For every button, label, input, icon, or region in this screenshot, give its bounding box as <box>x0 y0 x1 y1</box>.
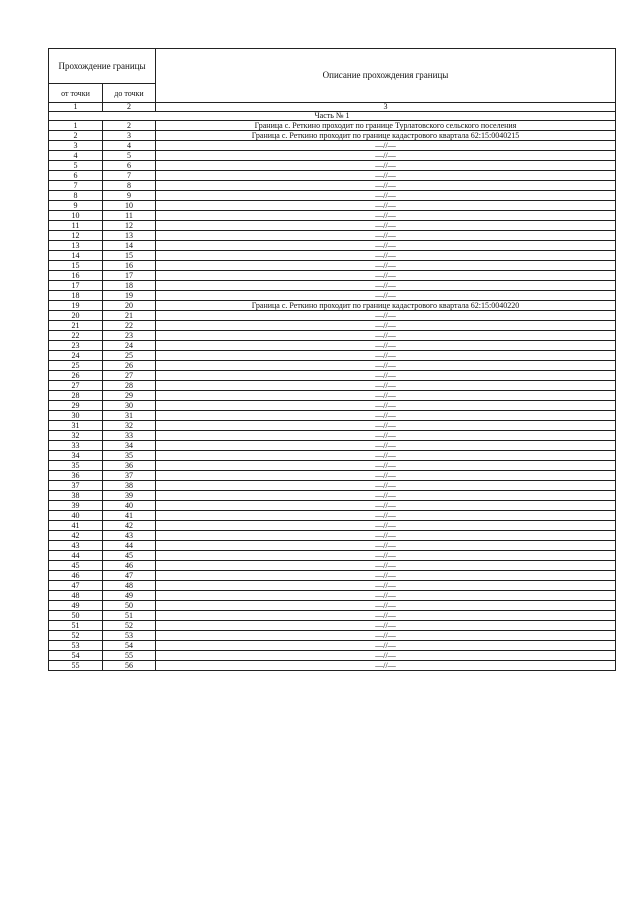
from-point-cell: 27 <box>49 381 103 391</box>
column-number: 3 <box>156 103 616 112</box>
from-point-cell: 46 <box>49 571 103 581</box>
to-point-cell: 26 <box>103 361 156 371</box>
description-cell: —//— <box>156 521 616 531</box>
to-point-cell: 19 <box>103 291 156 301</box>
description-cell: —//— <box>156 411 616 421</box>
table-row <box>49 411 616 421</box>
from-point-cell: 8 <box>49 191 103 201</box>
to-point-cell: 46 <box>103 561 156 571</box>
description-cell: —//— <box>156 151 616 161</box>
to-point-cell: 51 <box>103 611 156 621</box>
description-cell: —//— <box>156 181 616 191</box>
table-row <box>49 641 616 651</box>
description-cell: —//— <box>156 371 616 381</box>
table-row <box>49 161 616 171</box>
description-cell: —//— <box>156 511 616 521</box>
table-row <box>49 531 616 541</box>
table-row <box>49 141 616 151</box>
from-point-cell: 35 <box>49 461 103 471</box>
description-cell: —//— <box>156 361 616 371</box>
description-cell: —//— <box>156 471 616 481</box>
to-point-cell: 2 <box>103 121 156 131</box>
description-cell: —//— <box>156 231 616 241</box>
from-point-cell: 7 <box>49 181 103 191</box>
table-row <box>49 321 616 331</box>
table-row <box>49 371 616 381</box>
from-point-cell: 21 <box>49 321 103 331</box>
to-point-cell: 6 <box>103 161 156 171</box>
description-cell: —//— <box>156 401 616 411</box>
from-point-cell: 14 <box>49 251 103 261</box>
description-cell: —//— <box>156 331 616 341</box>
to-point-cell: 30 <box>103 401 156 411</box>
description-cell: —//— <box>156 351 616 361</box>
from-point-cell: 1 <box>49 121 103 131</box>
table-row <box>49 301 616 311</box>
description-cell: —//— <box>156 141 616 151</box>
from-point-cell: 38 <box>49 491 103 501</box>
from-point-cell: 34 <box>49 451 103 461</box>
to-point-cell: 14 <box>103 241 156 251</box>
description-cell: —//— <box>156 551 616 561</box>
table-row <box>49 181 616 191</box>
from-point-cell: 11 <box>49 221 103 231</box>
table-row <box>49 661 616 671</box>
table-row <box>49 261 616 271</box>
from-point-cell: 26 <box>49 371 103 381</box>
to-point-cell: 55 <box>103 651 156 661</box>
description-cell: —//— <box>156 661 616 671</box>
description-cell: —//— <box>156 291 616 301</box>
to-point-cell: 21 <box>103 311 156 321</box>
to-point-cell: 9 <box>103 191 156 201</box>
from-point-cell: 3 <box>49 141 103 151</box>
table-row <box>49 251 616 261</box>
to-point-cell: 49 <box>103 591 156 601</box>
from-point-cell: 49 <box>49 601 103 611</box>
description-cell: —//— <box>156 201 616 211</box>
table-row <box>49 611 616 621</box>
from-point-cell: 55 <box>49 661 103 671</box>
to-point-cell: 42 <box>103 521 156 531</box>
description-cell: —//— <box>156 321 616 331</box>
table-row <box>49 191 616 201</box>
description-cell: —//— <box>156 531 616 541</box>
table-row <box>49 631 616 641</box>
from-point-cell: 5 <box>49 161 103 171</box>
from-point-cell: 42 <box>49 531 103 541</box>
table-row <box>49 311 616 321</box>
from-point-cell: 30 <box>49 411 103 421</box>
table-row <box>49 171 616 181</box>
to-point-cell: 36 <box>103 461 156 471</box>
from-point-cell: 23 <box>49 341 103 351</box>
description-cell: —//— <box>156 491 616 501</box>
from-point-cell: 16 <box>49 271 103 281</box>
to-point-cell: 28 <box>103 381 156 391</box>
to-point-cell: 7 <box>103 171 156 181</box>
header-from-point: от точки <box>49 84 103 103</box>
from-point-cell: 6 <box>49 171 103 181</box>
from-point-cell: 39 <box>49 501 103 511</box>
to-point-cell: 3 <box>103 131 156 141</box>
from-point-cell: 52 <box>49 631 103 641</box>
table-row <box>49 621 616 631</box>
from-point-cell: 4 <box>49 151 103 161</box>
description-cell: —//— <box>156 271 616 281</box>
table-row <box>49 351 616 361</box>
table-row <box>49 231 616 241</box>
table-row <box>49 571 616 581</box>
table-row <box>49 491 616 501</box>
table-row <box>49 561 616 571</box>
from-point-cell: 31 <box>49 421 103 431</box>
description-cell: —//— <box>156 601 616 611</box>
from-point-cell: 18 <box>49 291 103 301</box>
description-cell: —//— <box>156 591 616 601</box>
description-cell: Граница с. Реткино проходит по границе кадастрового квартала 62:15:0040220 <box>156 301 616 311</box>
to-point-cell: 25 <box>103 351 156 361</box>
table-row <box>49 511 616 521</box>
to-point-cell: 27 <box>103 371 156 381</box>
table-row <box>49 461 616 471</box>
table-row <box>49 211 616 221</box>
boundary-table <box>48 48 616 671</box>
description-cell: —//— <box>156 461 616 471</box>
to-point-cell: 54 <box>103 641 156 651</box>
table-row <box>49 481 616 491</box>
from-point-cell: 37 <box>49 481 103 491</box>
to-point-cell: 56 <box>103 661 156 671</box>
from-point-cell: 15 <box>49 261 103 271</box>
description-cell: —//— <box>156 161 616 171</box>
to-point-cell: 29 <box>103 391 156 401</box>
table-row <box>49 651 616 661</box>
description-cell: —//— <box>156 611 616 621</box>
to-point-cell: 22 <box>103 321 156 331</box>
description-cell: —//— <box>156 631 616 641</box>
description-cell: —//— <box>156 481 616 491</box>
table-row <box>49 131 616 141</box>
description-cell: —//— <box>156 571 616 581</box>
description-cell: —//— <box>156 431 616 441</box>
description-cell: —//— <box>156 641 616 651</box>
from-point-cell: 45 <box>49 561 103 571</box>
to-point-cell: 48 <box>103 581 156 591</box>
description-cell: —//— <box>156 191 616 201</box>
to-point-cell: 11 <box>103 211 156 221</box>
from-point-cell: 54 <box>49 651 103 661</box>
from-point-cell: 2 <box>49 131 103 141</box>
description-cell: —//— <box>156 501 616 511</box>
to-point-cell: 52 <box>103 621 156 631</box>
to-point-cell: 53 <box>103 631 156 641</box>
from-point-cell: 22 <box>49 331 103 341</box>
from-point-cell: 25 <box>49 361 103 371</box>
table-row <box>49 501 616 511</box>
column-number: 2 <box>103 103 156 112</box>
table-row <box>49 541 616 551</box>
description-cell: —//— <box>156 381 616 391</box>
table-row <box>49 241 616 251</box>
table-row <box>49 341 616 351</box>
from-point-cell: 20 <box>49 311 103 321</box>
description-cell: Граница с. Реткино проходит по границе Турлатовского сельского поселения <box>156 121 616 131</box>
table-row <box>49 421 616 431</box>
from-point-cell: 43 <box>49 541 103 551</box>
from-point-cell: 24 <box>49 351 103 361</box>
from-point-cell: 50 <box>49 611 103 621</box>
description-cell: —//— <box>156 281 616 291</box>
header-boundary-passage: Прохождение границы <box>49 49 156 84</box>
description-cell: —//— <box>156 261 616 271</box>
table-row <box>49 551 616 561</box>
description-cell: —//— <box>156 621 616 631</box>
from-point-cell: 36 <box>49 471 103 481</box>
from-point-cell: 48 <box>49 591 103 601</box>
to-point-cell: 15 <box>103 251 156 261</box>
description-cell: —//— <box>156 251 616 261</box>
from-point-cell: 28 <box>49 391 103 401</box>
to-point-cell: 10 <box>103 201 156 211</box>
table-row <box>49 201 616 211</box>
from-point-cell: 44 <box>49 551 103 561</box>
to-point-cell: 24 <box>103 341 156 351</box>
table-row <box>49 381 616 391</box>
description-cell: —//— <box>156 171 616 181</box>
description-cell: —//— <box>156 221 616 231</box>
to-point-cell: 31 <box>103 411 156 421</box>
table-row <box>49 151 616 161</box>
to-point-cell: 43 <box>103 531 156 541</box>
table-row <box>49 281 616 291</box>
description-cell: Граница с. Реткино проходит по границе кадастрового квартала 62:15:0040215 <box>156 131 616 141</box>
from-point-cell: 9 <box>49 201 103 211</box>
to-point-cell: 37 <box>103 471 156 481</box>
table-row <box>49 291 616 301</box>
header-description: Описание прохождения границы <box>156 49 616 103</box>
description-cell: —//— <box>156 451 616 461</box>
description-cell: —//— <box>156 341 616 351</box>
to-point-cell: 23 <box>103 331 156 341</box>
from-point-cell: 32 <box>49 431 103 441</box>
from-point-cell: 19 <box>49 301 103 311</box>
to-point-cell: 4 <box>103 141 156 151</box>
to-point-cell: 5 <box>103 151 156 161</box>
description-cell: —//— <box>156 391 616 401</box>
from-point-cell: 47 <box>49 581 103 591</box>
table-row <box>49 471 616 481</box>
to-point-cell: 33 <box>103 431 156 441</box>
table-row <box>49 431 616 441</box>
to-point-cell: 50 <box>103 601 156 611</box>
to-point-cell: 40 <box>103 501 156 511</box>
description-cell: —//— <box>156 441 616 451</box>
to-point-cell: 8 <box>103 181 156 191</box>
table-row <box>49 331 616 341</box>
part-label: Часть № 1 <box>49 112 616 121</box>
table-row <box>49 361 616 371</box>
to-point-cell: 35 <box>103 451 156 461</box>
from-point-cell: 51 <box>49 621 103 631</box>
to-point-cell: 20 <box>103 301 156 311</box>
from-point-cell: 17 <box>49 281 103 291</box>
table-row <box>49 121 616 131</box>
to-point-cell: 13 <box>103 231 156 241</box>
to-point-cell: 39 <box>103 491 156 501</box>
table-row <box>49 271 616 281</box>
description-cell: —//— <box>156 581 616 591</box>
from-point-cell: 41 <box>49 521 103 531</box>
table-row <box>49 581 616 591</box>
to-point-cell: 41 <box>103 511 156 521</box>
table-row <box>49 521 616 531</box>
to-point-cell: 34 <box>103 441 156 451</box>
table-row <box>49 401 616 411</box>
table-row <box>49 601 616 611</box>
to-point-cell: 12 <box>103 221 156 231</box>
description-cell: —//— <box>156 421 616 431</box>
table-row <box>49 391 616 401</box>
from-point-cell: 53 <box>49 641 103 651</box>
table-row <box>49 221 616 231</box>
to-point-cell: 44 <box>103 541 156 551</box>
description-cell: —//— <box>156 561 616 571</box>
table-row <box>49 441 616 451</box>
from-point-cell: 40 <box>49 511 103 521</box>
from-point-cell: 13 <box>49 241 103 251</box>
to-point-cell: 32 <box>103 421 156 431</box>
to-point-cell: 17 <box>103 271 156 281</box>
table-row <box>49 591 616 601</box>
from-point-cell: 33 <box>49 441 103 451</box>
to-point-cell: 18 <box>103 281 156 291</box>
header-to-point: до точки <box>103 84 156 103</box>
from-point-cell: 29 <box>49 401 103 411</box>
description-cell: —//— <box>156 241 616 251</box>
description-cell: —//— <box>156 211 616 221</box>
column-number: 1 <box>49 103 103 112</box>
description-cell: —//— <box>156 311 616 321</box>
description-cell: —//— <box>156 651 616 661</box>
table-row <box>49 451 616 461</box>
to-point-cell: 16 <box>103 261 156 271</box>
description-cell: —//— <box>156 541 616 551</box>
to-point-cell: 45 <box>103 551 156 561</box>
to-point-cell: 38 <box>103 481 156 491</box>
to-point-cell: 47 <box>103 571 156 581</box>
from-point-cell: 10 <box>49 211 103 221</box>
from-point-cell: 12 <box>49 231 103 241</box>
